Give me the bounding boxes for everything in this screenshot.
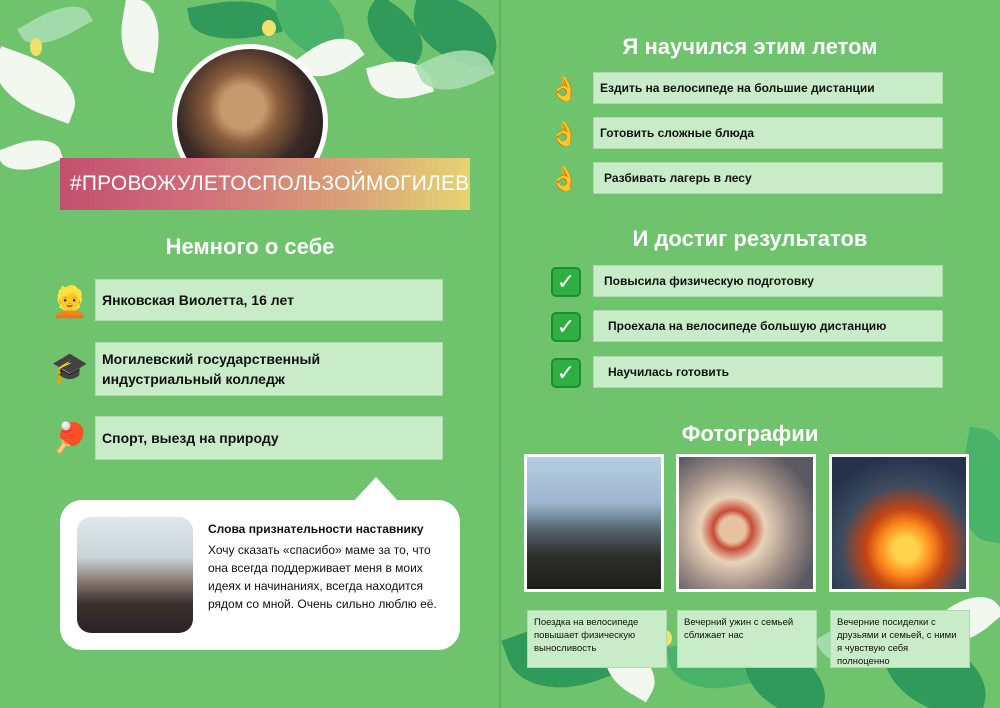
result-item-label: Повысила физическую подготовку [604, 274, 814, 288]
learned-item-label: Готовить сложные блюда [600, 126, 755, 140]
mentor-photo [77, 517, 193, 633]
check-mark-icon: ✓ [551, 312, 581, 342]
result-item [593, 310, 943, 342]
learned-title: Я научился этим летом [622, 34, 878, 59]
ok-hand-icon: 👌 [549, 120, 579, 148]
ok-hand-icon: 👌 [549, 75, 579, 103]
about-item-label: Спорт, выезд на природу [102, 430, 279, 446]
result-item-label: Проехала на велосипеде большую дистанцию [608, 319, 887, 333]
learned-item [593, 117, 943, 149]
result-item-label: Научилась готовить [608, 365, 729, 379]
photo-dinner [676, 454, 816, 592]
mentor-text: Хочу сказать «спасибо» маме за то, что она всегда поддерживает меня в моих идеях и начинаниях, всегда находится рядом со мной. Очень сильно люблю её. [208, 543, 437, 611]
graduation-cap-icon: 🎓 [51, 351, 89, 385]
photos-title: Фотографии [681, 421, 819, 446]
photo-caption: Поездка на велосипеде повышает физическую выносливость [527, 610, 667, 668]
check-mark-icon: ✓ [551, 267, 581, 297]
photo-bonfire [829, 454, 969, 592]
photo-caption: Вечерние посиделки с друзьями и семьей, с ними я чувствую себя полноценно [830, 610, 970, 668]
photo-caption: Вечерний ужин с семьей сближает нас [677, 610, 817, 668]
about-item-hobby [95, 416, 443, 460]
result-item [593, 356, 943, 388]
learned-item-label: Разбивать лагерь в лесу [604, 171, 752, 185]
about-title: Немного о себе [165, 234, 335, 259]
page-divider [499, 0, 501, 708]
ping-pong-icon: 🏓 [51, 421, 89, 455]
results-title: И достиг результатов [632, 226, 868, 251]
person-icon: 👱 [51, 285, 89, 319]
about-item-label: Могилевский государственный индустриальный колледж [102, 351, 321, 387]
learned-item [593, 72, 943, 104]
hashtag-banner: #ПРОВОЖУЛЕТОСПОЛЬЗОЙМОГИЛЕВ [60, 158, 470, 210]
mentor-title: Слова признательности наставнику [208, 522, 424, 536]
result-item [593, 265, 943, 297]
about-item-name [95, 279, 443, 321]
learned-item-label: Ездить на велосипеде на большие дистанции [600, 81, 875, 95]
photo-bicycle [524, 454, 664, 592]
about-item-college [95, 342, 443, 396]
ok-hand-icon: 👌 [549, 165, 579, 193]
check-mark-icon: ✓ [551, 358, 581, 388]
learned-item [593, 162, 943, 194]
about-item-label: Янковская Виолетта, 16 лет [102, 292, 294, 308]
